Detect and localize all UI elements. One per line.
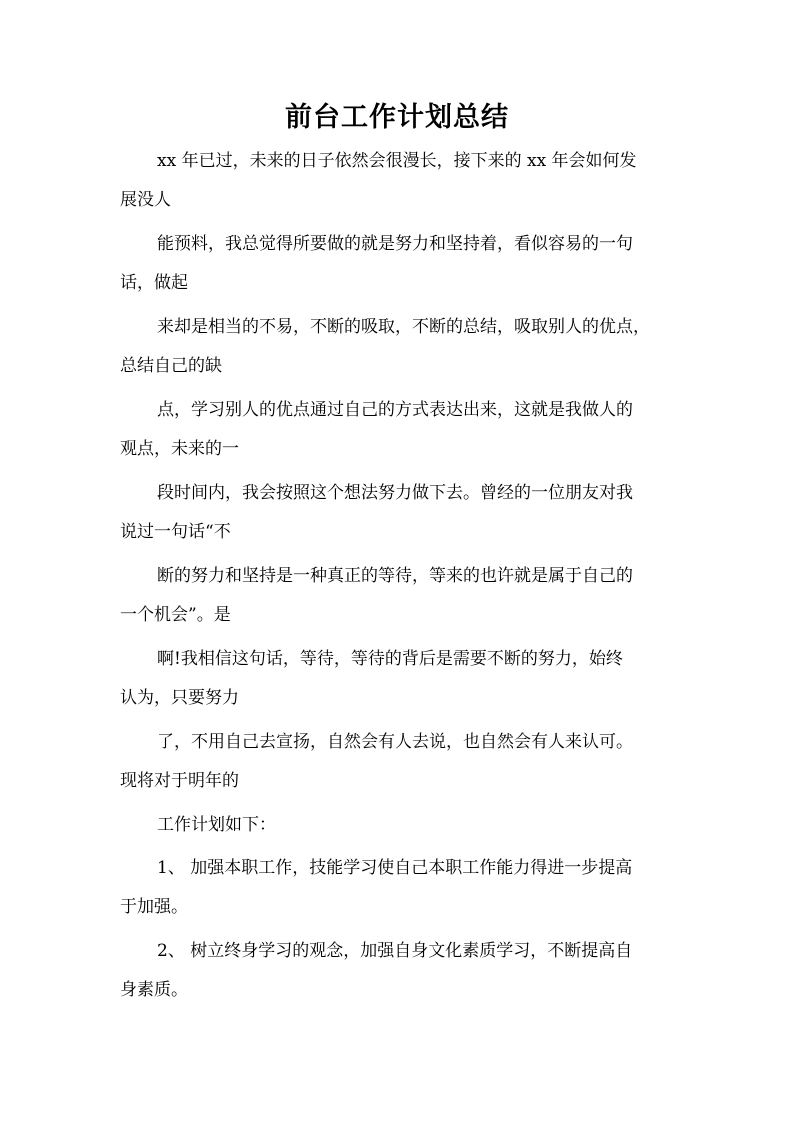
paragraph-line: 一个机会”。是 [120,605,231,625]
paragraph-line: xx 年已过，未来的日子依然会很漫长，接下来的 xx 年会如何发 [157,151,637,171]
paragraph-line: 来却是相当的不易，不断的吸取，不断的总结，吸取别人的优点， [157,317,650,337]
paragraph-line: 话，做起 [120,273,188,293]
paragraph-line: 认为，只要努力 [120,688,239,708]
paragraph-line: 了，不用自己去宣扬，自然会有人去说，也自然会有人来认可。 [157,732,633,752]
list-item-line: 1、 加强本职工作，技能学习使自己本职工作能力得进一步提高 [157,858,633,878]
paragraph-line: 总结自己的缺 [120,356,222,376]
paragraph-line: 能预料，我总觉得所要做的就是努力和坚持着，看似容易的一句 [157,234,633,254]
paragraph-line: 展没人 [120,190,171,210]
paragraph-line: 现将对于明年的 [120,771,239,791]
document-title: 前台工作计划总结 [285,102,509,133]
paragraph-line: 说过一句话“不 [120,522,231,542]
list-item-line: 于加强。 [120,897,188,917]
list-item-line: 身素质。 [120,980,188,1000]
list-item-line: 2、 树立终身学习的观念，加强自身文化素质学习，不断提高自 [157,941,633,961]
paragraph-line: 断的努力和坚持是一种真正的等待，等来的也许就是属于自己的 [157,566,633,586]
paragraph-line: 工作计划如下： [157,815,276,835]
paragraph-line: 啊!我相信这句话，等待，等待的背后是需要不断的努力，始终 [157,649,623,669]
paragraph-line: 点，学习别人的优点通过自己的方式表达出来，这就是我做人的 [157,400,633,420]
paragraph-line: 段时间内，我会按照这个想法努力做下去。曾经的一位朋友对我 [157,483,633,503]
paragraph-line: 观点，未来的一 [120,439,239,459]
